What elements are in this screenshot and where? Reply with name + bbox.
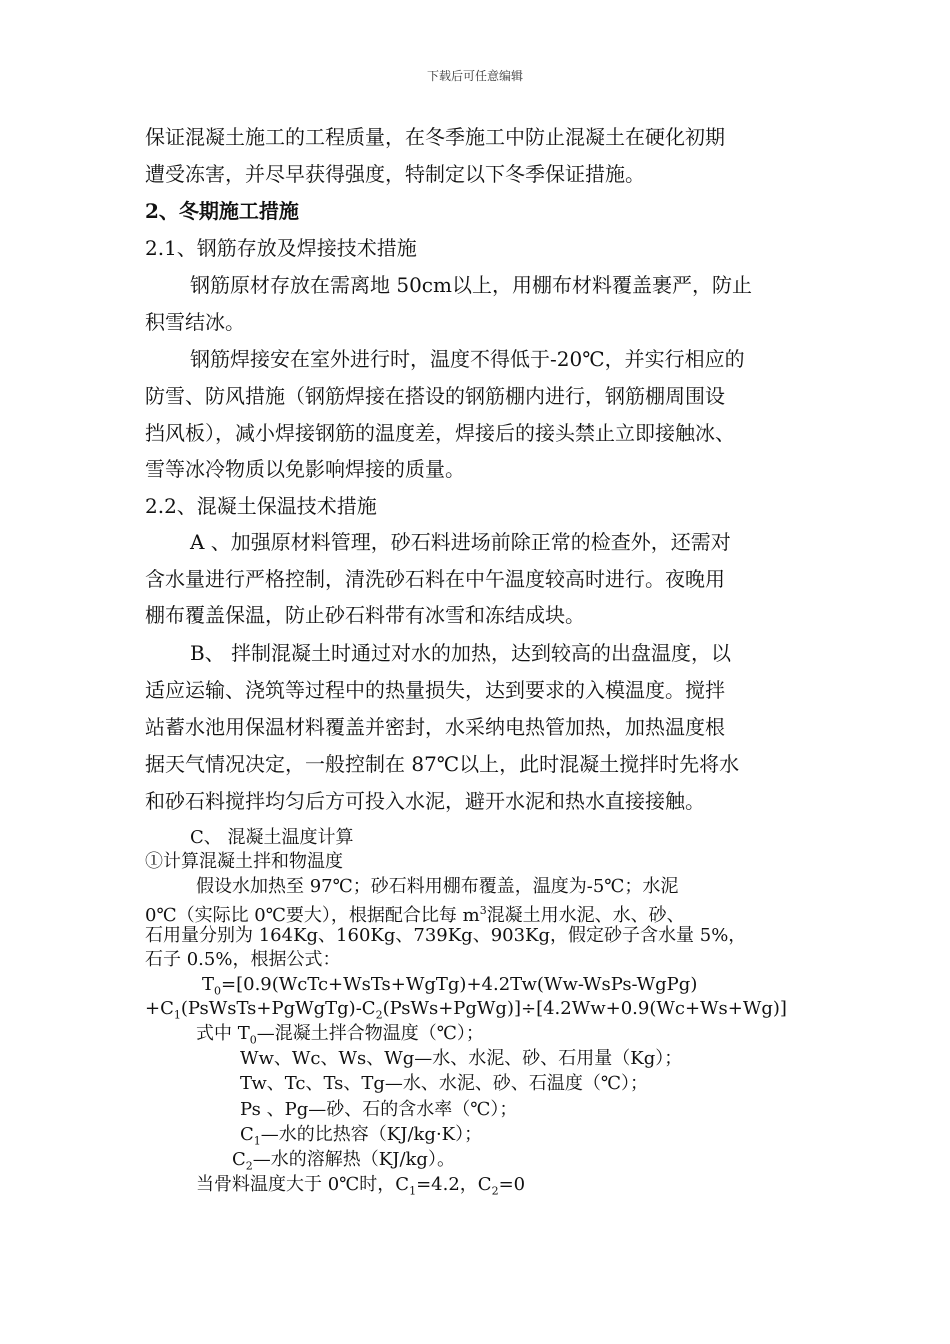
- calc-subheading: ①计算混凝土拌和物温度: [145, 851, 343, 872]
- paragraph-line: 0℃（实际比 0℃要大），根据配合比每 $m^3$混凝土用水泥、水、砂、: [145, 904, 685, 926]
- formula-line: $T_0=[0.9(WcTc+WsTs+WgTg)+4.2Tw(Ww-WsPs-WgPg)$: [202, 974, 698, 998]
- calc-heading: C、 混凝土温度计算: [190, 827, 354, 848]
- header-note: 下载后可任意编辑: [426, 69, 523, 83]
- paragraph-line: 假设水加热至 97℃；砂石料用棚布覆盖，温度为-5℃；水泥: [196, 876, 679, 897]
- paragraph-line: 遭受冻害，并尽早获得强度，特制定以下冬季保证措施。: [145, 162, 645, 186]
- paragraph-line: B、 拌制混凝土时通过对水的加热，达到较高的出盘温度，以: [190, 641, 732, 665]
- paragraph-line: 适应运输、浇筑等过程中的热量损失，达到要求的入模温度。搅拌: [145, 678, 725, 702]
- paragraph-line: 防雪、防风措施（钢筋焊接在搭设的钢筋棚内进行，钢筋棚周围设: [145, 384, 725, 408]
- paragraph-line: 挡风板），减小焊接钢筋的温度差，焊接后的接头禁止立即接触冰、: [145, 421, 735, 445]
- paragraph-line: 钢筋焊接安在室外进行时，温度不得低于-20℃，并实行相应的: [190, 347, 745, 371]
- subsection-heading: 2.2、混凝土保温技术措施: [145, 494, 377, 518]
- formula-line: $+C_1(PsWsTs+PgWgTg)-C_2(PsWs+PgWg)]\div[4.2Ww+0.9(Wc+Ws+Wg)]$: [145, 998, 787, 1022]
- paragraph-line: 雪等冰冷物质以免影响焊接的质量。: [145, 457, 465, 481]
- paragraph-line: 和砂石料搅拌均匀后方可投入水泥，避开水泥和热水直接接触。: [145, 789, 705, 813]
- paragraph-line: 含水量进行严格控制，清洗砂石料在中午温度较高时进行。夜晚用: [145, 567, 725, 591]
- definition-line: Ps 、Pg—砂、石的含水率（℃）；: [240, 1099, 518, 1120]
- paragraph-line: A 、加强原材料管理，砂石料进场前除正常的检查外，还需对: [190, 530, 731, 554]
- paragraph-line: 站蓄水池用保温材料覆盖并密封，水采纳电热管加热，加热温度根: [145, 715, 725, 739]
- subsection-heading: 2.1、钢筋存放及焊接技术措施: [145, 236, 417, 260]
- condition-line: 当骨料温度大于 0℃时，$C_1=4.2$，$C_2=0$: [196, 1174, 526, 1198]
- definition-line: $C_1—$水的比热容（KJ/kg·K）；: [240, 1124, 483, 1148]
- definition-line: $C_2—$水的溶解热（KJ/kg）。: [232, 1149, 455, 1173]
- definition-line: Ww、Wc、Ws、Wg—水、水泥、砂、石用量（Kg）；: [240, 1048, 683, 1069]
- paragraph-line: 石子 0.5%，根据公式：: [145, 949, 341, 970]
- definition-intro: 式中 $T_0—$混凝土拌合物温度（℃）；: [196, 1023, 484, 1047]
- paragraph-line: 积雪结冰。: [145, 310, 245, 334]
- paragraph-line: 据天气情况决定，一般控制在 87℃以上，此时混凝土搅拌时先将水: [145, 752, 740, 776]
- section-heading: 2、冬期施工措施: [145, 199, 299, 223]
- paragraph-line: 棚布覆盖保温，防止砂石料带有冰雪和冻结成块。: [145, 603, 585, 627]
- paragraph-line: 石用量分别为 164Kg、160Kg、739Kg、903Kg，假定砂子含水量 5%，: [145, 925, 747, 946]
- paragraph-line: 钢筋原材存放在需离地 50cm以上，用棚布材料覆盖裹严，防止: [190, 273, 752, 297]
- paragraph-line: 保证混凝土施工的工程质量，在冬季施工中防止混凝土在硬化初期: [145, 125, 725, 149]
- definition-line: Tw、Tc、Ts、Tg—水、水泥、砂、石温度（℃）；: [240, 1073, 649, 1094]
